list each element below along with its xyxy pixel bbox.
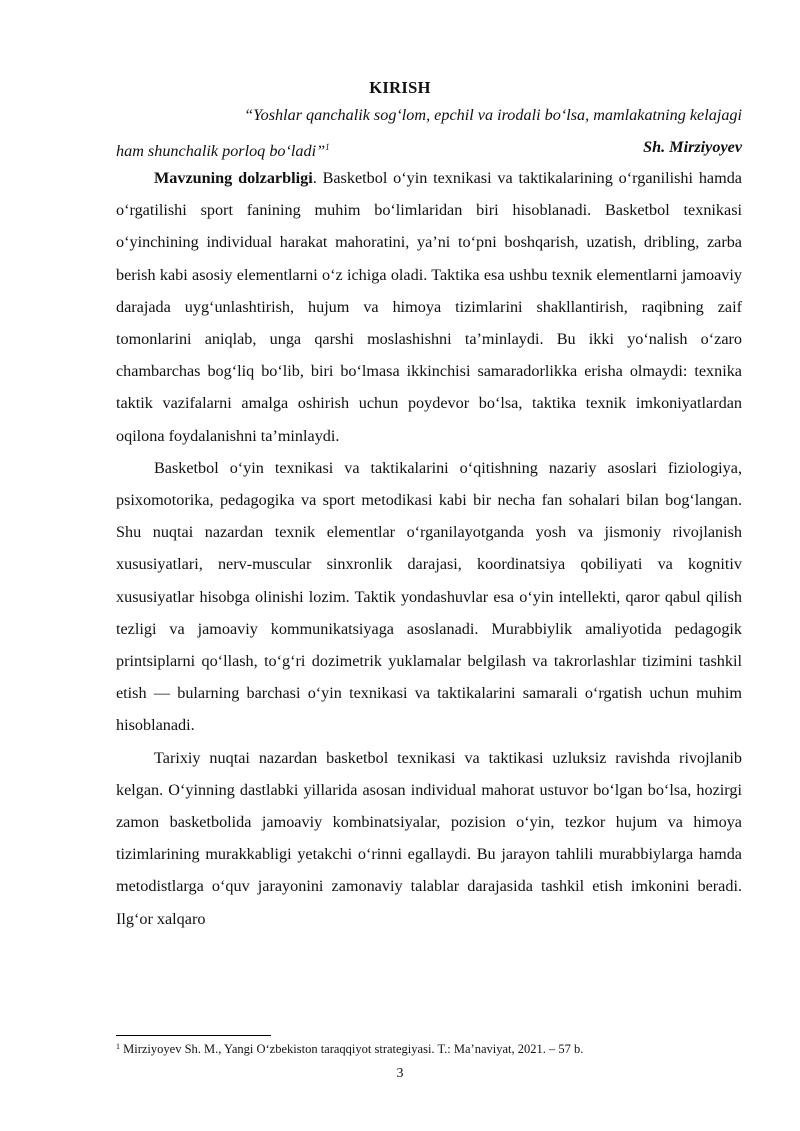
epigraph-author: Sh. Mirziyoyev <box>643 138 742 156</box>
section-title: KIRISH <box>369 78 431 97</box>
footnote <box>116 1039 742 1057</box>
paragraph <box>116 162 742 452</box>
paragraph: Tarixiy nuqtai nazardan basketbol texnikasi va taktikasi uzluksiz ravishda rivojlanib kelgan. O‘yinning dastlabki yillarida asosan individual mahorat ustuvor bo‘lgan bo‘lsa, hozirgi zamon basketbolida jamoaviy kombinatsiyalar, pozision o‘yin, tezkor hujum va himoya tizimlarining murakkabligi yetakchi o‘rinni egallaydi. Bu jarayon tahlili murabbiylarga hamda metodistlarga o‘quv jarayonini zamonaviy talablar darajasida tashkil etish imkonini beradi. Ilg‘or xalqaro <box>116 748 742 928</box>
paragraph-lead: Mavzuning dolzarbligi <box>154 169 313 187</box>
footnote-number: 1 <box>116 1042 120 1051</box>
footnote-text: Mirziyoyev Sh. M., Yangi O‘zbekiston taraqqiyot strategiyasi. T.: Ma’naviyat, 2021. – 57 b. <box>120 1042 584 1056</box>
paragraph: Basketbol o‘yin texnikasi va taktikalarini o‘qitishning nazariy asoslari fiziologiya, psixomotorika, pedagogika va sport metodikasi kabi bir necha fan sohalari bilan bog‘langan. Shu nuqtai nazardan texnik elementlar o‘rganilayotganda yosh va jismoniy rivojlanish xususiyatlari, nerv-muscular sinxronlik darajasi, koordinatsiya qobiliyati va kognitiv xususiyatlar hisobga olinishi lozim. Taktik yondashuvlar esa o‘yin intellekti, qaror qabul qilish tezligi va jamoaviy kommunikatsiyaga asoslanadi. Murabbiylik amaliyotida pedagogik printsiplarni qo‘llash, to‘g‘ri dozimetrik yuklamalar belgilash va takrorlashlar tizimini tashkil etish — bularning barchasi o‘yin texnikasi va taktikalarini samarali o‘rgatish uchun muhim hisoblanadi. <box>116 458 742 735</box>
footnote-divider <box>116 1035 271 1036</box>
epigraph-line-1: “Yoshlar qanchalik sog‘lom, epchil va irodali bo‘lsa, mamlakatning kelajagi <box>244 106 742 124</box>
paragraph-text: . Basketbol o‘yin texnikasi va taktikalarining o‘rganilishi hamda o‘rgatilishi sport fanining muhim bo‘limlaridan biri hisoblanadi. Basketbol texnikasi o‘yinchining individual harakat mahoratini, ya’ni to‘pni boshqarish, uzatish, dribling, zarba berish kabi asosiy elementlarni o‘z ichiga oladi. Taktika esa ushbu texnik elementlarni jamoaviy darajada uyg‘unlashtirish, hujum va himoya tizimlarini shakllantirish, raqibning zaif tomonlarini aniqlab, unga qarshi moslashishni ta’minlaydi. Bu ikki yo‘nalish o‘zaro chambarchas bog‘liq bo‘lib, biri bo‘lmasa ikkinchisi samaradorlikka erisha olmaydi: texnika taktik vazifalarni amalga oshirish uchun poydevor bo‘lsa, taktika texnik imkoniyatlardan oqilona foydalanishni ta’minlaydi. <box>116 169 742 445</box>
body-text <box>116 162 742 935</box>
page-number: 3 <box>396 1066 404 1081</box>
epigraph <box>116 99 742 167</box>
footnote-reference[interactable]: 1 <box>325 142 330 152</box>
epigraph-quote-end: ham shunchalik porloq bo‘ladi” <box>116 142 326 160</box>
